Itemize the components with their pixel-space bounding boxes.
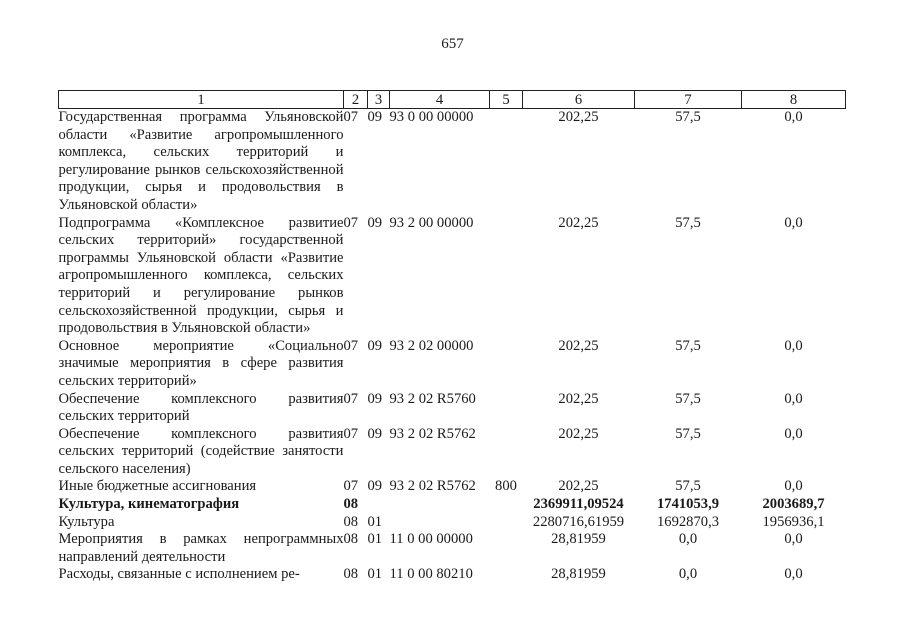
section-code-cell: 07 — [343, 214, 359, 231]
column-header: 7 — [635, 91, 742, 109]
table-row — [59, 215, 846, 338]
amount-col6-cell: 202,25 — [558, 478, 599, 495]
column-header: 5 — [490, 91, 523, 109]
target-article-cell: 93 2 02 R5760 — [389, 390, 476, 407]
subsection-code-cell: 09 — [367, 425, 383, 442]
amount-col6-cell: 2369911,09524 — [533, 496, 624, 513]
subsection-code-cell: 09 — [367, 214, 383, 231]
column-header: 4 — [390, 91, 490, 109]
row-name-cell: Государственная программа Ульяновской области «Развитие агропромышленного комплекса, сельских территорий и регулирование рынков сельскохозяйственной продукции, сырья и продовольствия в Ульяновской области» — [58, 109, 344, 213]
amount-col7-cell: 1741053,9 — [656, 496, 720, 513]
amount-col8-cell: 0,0 — [784, 425, 803, 442]
amount-col8-cell: 2003689,7 — [762, 496, 825, 513]
amount-col8-cell: 0,0 — [784, 214, 803, 231]
table-row — [59, 531, 846, 566]
target-article-cell: 11 0 00 80210 — [389, 566, 473, 583]
subsection-code-cell: 09 — [367, 478, 383, 495]
subsection-code-cell: 01 — [367, 513, 383, 530]
row-name-cell: Мероприятия в рамках непрограммных направлений деятельности — [58, 531, 344, 565]
column-header: 1 — [59, 91, 344, 109]
column-header: 6 — [523, 91, 635, 109]
expense-type-cell: 800 — [495, 478, 517, 495]
amount-col8-cell: 0,0 — [784, 109, 803, 125]
target-article-cell: 11 0 00 00000 — [389, 531, 473, 548]
row-name-cell: Иные бюджетные ассигнования — [58, 478, 257, 495]
amount-col7-cell: 0,0 — [678, 531, 698, 548]
subsection-code-cell — [368, 496, 390, 514]
amount-col7-cell: 0,0 — [678, 566, 698, 583]
table-row — [59, 426, 846, 479]
expense-type-cell — [490, 566, 523, 584]
column-header: 3 — [368, 91, 390, 109]
target-article-cell — [390, 514, 490, 532]
expense-type-cell — [490, 514, 523, 532]
row-name-cell: Подпрограмма «Комплексное развитие сельских территорий» государственной программы Ульяновской области «Развитие агропромышленного комплекса, сельских территорий и регулирование рынков сельскохозяйственной продукции, сырья и продовольствия в Ульяновской области» — [58, 214, 344, 337]
amount-col6-cell: 202,25 — [558, 214, 599, 231]
row-name-cell: Культура — [58, 513, 115, 530]
expense-type-cell — [490, 531, 523, 566]
target-article-cell — [390, 496, 490, 514]
subsection-code-cell: 09 — [367, 390, 383, 407]
row-name-cell: Основное мероприятие «Социально значимые мероприятия в сфере развития сельских территорий» — [58, 337, 344, 389]
amount-col8-cell: 1956936,1 — [762, 513, 825, 530]
amount-col8-cell: 0,0 — [784, 531, 803, 548]
amount-col6-cell: 202,25 — [558, 109, 599, 125]
amount-col8-cell: 0,0 — [784, 478, 803, 495]
amount-col6-cell: 202,25 — [558, 390, 599, 407]
table-row — [59, 496, 846, 514]
amount-col7-cell: 57,5 — [675, 425, 701, 442]
amount-col6-cell: 202,25 — [558, 425, 599, 442]
target-article-cell: 93 2 00 00000 — [389, 214, 474, 231]
column-header: 2 — [344, 91, 368, 109]
expense-type-cell — [490, 109, 523, 215]
amount-col6-cell: 28,81959 — [551, 566, 606, 583]
target-article-cell: 93 2 02 00000 — [389, 337, 474, 354]
expense-type-cell — [490, 426, 523, 479]
subsection-code-cell: 09 — [367, 337, 383, 354]
row-name-cell: Расходы, связанные с исполнением ре- — [58, 566, 300, 583]
table-body — [59, 109, 846, 585]
section-code-cell: 08 — [343, 513, 359, 530]
row-name-cell: Обеспечение комплексного развития сельских территорий — [58, 390, 344, 425]
section-code-cell: 07 — [343, 478, 359, 495]
page-number: 657 — [441, 36, 464, 52]
amount-col6-cell: 202,25 — [558, 337, 599, 354]
amount-col8-cell: 0,0 — [784, 337, 803, 354]
expense-type-cell — [490, 215, 523, 338]
row-name-cell: Обеспечение комплексного развития сельских территорий (содействие занятости сельского населения) — [58, 425, 344, 477]
column-header: 8 — [742, 91, 846, 109]
target-article-cell: 93 2 02 R5762 — [389, 425, 476, 442]
amount-col7-cell: 57,5 — [675, 337, 701, 354]
section-code-cell: 08 — [343, 531, 359, 548]
subsection-code-cell: 01 — [367, 531, 383, 548]
amount-col8-cell: 0,0 — [784, 566, 803, 583]
amount-col6-cell: 28,81959 — [551, 531, 606, 548]
table-row — [59, 514, 846, 532]
section-code-cell: 08 — [343, 496, 359, 513]
expense-type-cell — [490, 391, 523, 426]
section-code-cell: 07 — [343, 390, 359, 407]
table-row — [59, 566, 846, 584]
amount-col7-cell: 57,5 — [675, 390, 701, 407]
expense-type-cell — [490, 496, 523, 514]
amount-col8-cell: 0,0 — [784, 390, 803, 407]
budget-table — [58, 90, 846, 584]
subsection-code-cell: 01 — [367, 566, 383, 583]
amount-col7-cell: 57,5 — [675, 214, 701, 231]
subsection-code-cell: 09 — [367, 109, 383, 125]
amount-col6-cell: 2280716,61959 — [532, 513, 625, 530]
amount-col7-cell: 57,5 — [675, 478, 701, 495]
table-header-row — [59, 91, 846, 109]
target-article-cell: 93 0 00 00000 — [389, 109, 474, 125]
table-row — [59, 391, 846, 426]
table-row — [59, 338, 846, 391]
section-code-cell: 08 — [343, 566, 359, 583]
section-code-cell: 07 — [343, 425, 359, 442]
target-article-cell: 93 2 02 R5762 — [389, 478, 476, 495]
table-row — [59, 109, 846, 215]
section-code-cell: 07 — [343, 337, 359, 354]
amount-col7-cell: 1692870,3 — [656, 513, 720, 530]
amount-col7-cell: 57,5 — [675, 109, 701, 125]
row-name-cell: Культура, кинематография — [58, 496, 240, 513]
section-code-cell: 07 — [343, 109, 359, 125]
expense-type-cell — [490, 338, 523, 391]
table-row — [59, 478, 846, 496]
